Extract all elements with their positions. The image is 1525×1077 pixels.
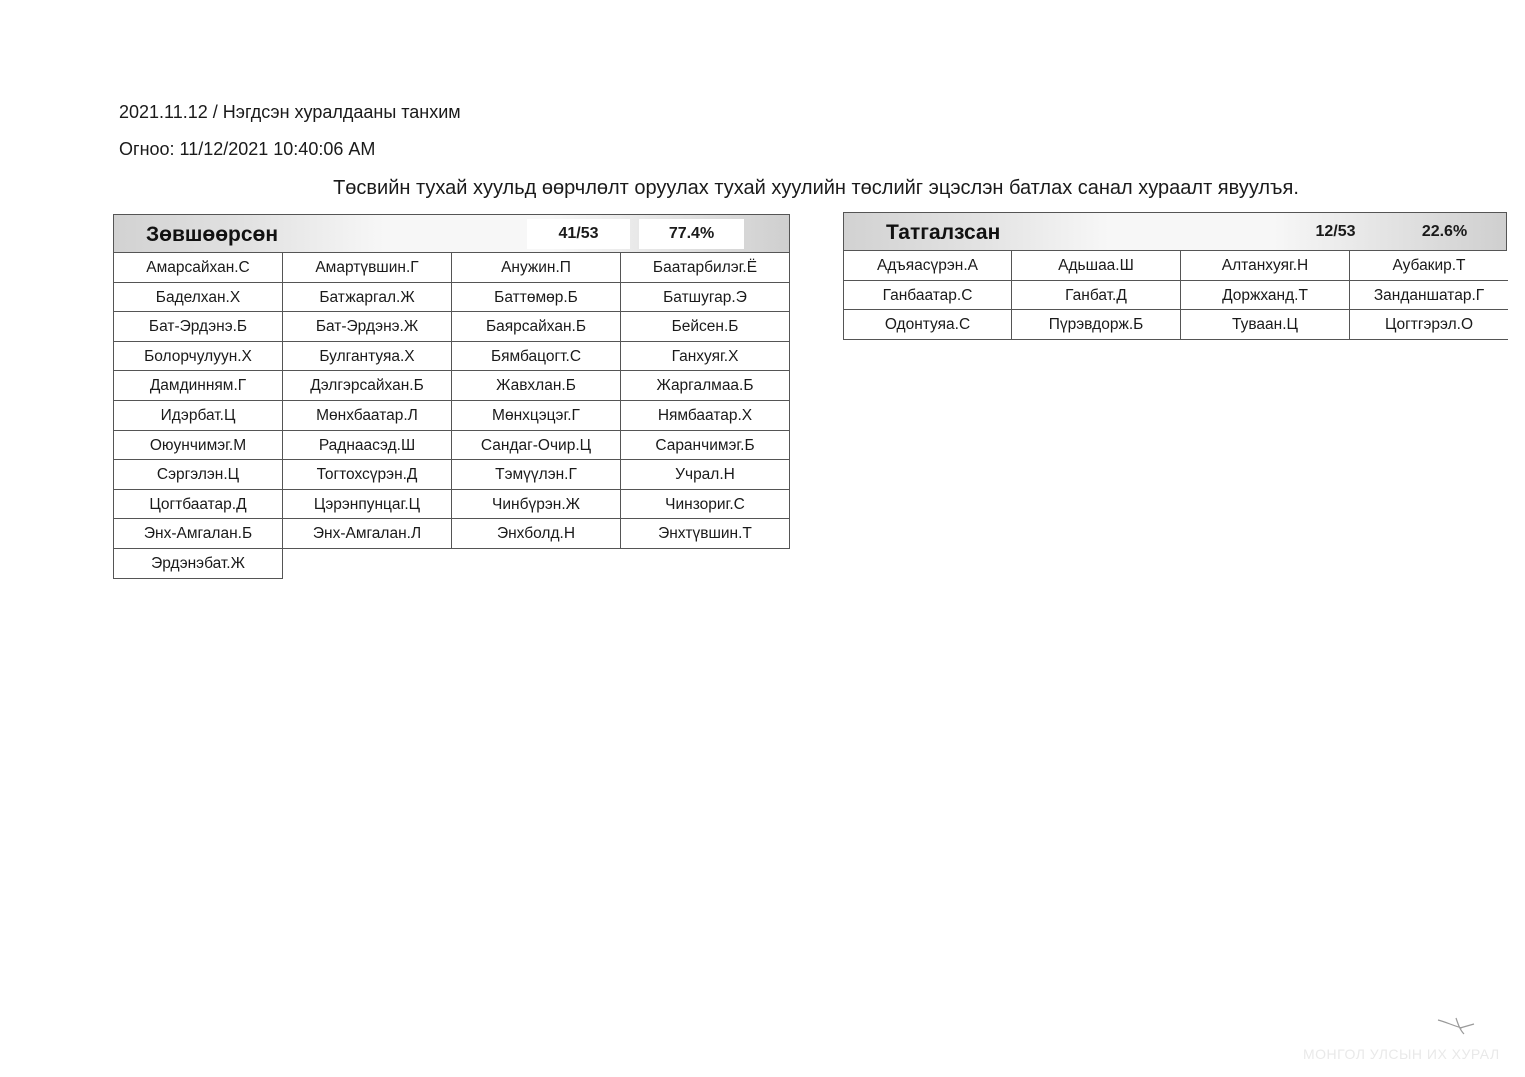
- member-cell: Баделхан.Х: [114, 283, 283, 313]
- member-cell: Болорчулуун.Х: [114, 342, 283, 372]
- member-cell: Занданшатар.Г: [1350, 281, 1508, 311]
- member-cell: Анужин.П: [452, 253, 621, 283]
- member-cell: Дэлгэрсайхан.Б: [283, 371, 452, 401]
- member-cell: Жавхлан.Б: [452, 371, 621, 401]
- member-cell: Мөнхбаатар.Л: [283, 401, 452, 431]
- approved-members-grid: [113, 253, 790, 579]
- member-cell: Нямбаатар.Х: [621, 401, 790, 431]
- meeting-date-location: 2021.11.12 / Нэгдсэн хуралдааны танхим: [119, 102, 461, 122]
- member-cell: Бямбацогт.С: [452, 342, 621, 372]
- member-cell: Цэрэнпунцаг.Ц: [283, 490, 452, 520]
- member-cell: Тогтохсүрэн.Д: [283, 460, 452, 490]
- member-cell: Адьшаа.Ш: [1012, 251, 1181, 281]
- member-cell: Чинбүрэн.Ж: [452, 490, 621, 520]
- member-cell: Амартүвшин.Г: [283, 253, 452, 283]
- vote-subject: Төсвийн тухай хуульд өөрчлөлт оруулах тухай хуулийн төслийг эцэслэн батлах санал хураалт явуулъя.: [333, 177, 1299, 199]
- rejected-panel: [843, 212, 1507, 340]
- member-cell: Пүрэвдорж.Б: [1012, 310, 1181, 340]
- vote-timestamp: Огноо: 11/12/2021 10:40:06 AM: [119, 139, 376, 159]
- member-cell: Баатарбилэг.Ё: [621, 253, 790, 283]
- member-cell: Батжаргал.Ж: [283, 283, 452, 313]
- member-cell: Баттөмөр.Б: [452, 283, 621, 313]
- member-cell: Жаргалмаа.Б: [621, 371, 790, 401]
- member-cell: Оюунчимэг.М: [114, 431, 283, 461]
- member-cell: Баярсайхан.Б: [452, 312, 621, 342]
- member-cell: Саранчимэг.Б: [621, 431, 790, 461]
- rejected-header: [843, 212, 1507, 251]
- member-cell: Бат-Эрдэнэ.Ж: [283, 312, 452, 342]
- member-cell: Ганхуяг.Х: [621, 342, 790, 372]
- member-cell: Цогтбаатар.Д: [114, 490, 283, 520]
- member-cell: Одонтуяа.С: [844, 310, 1012, 340]
- member-cell: Доржханд.Т: [1181, 281, 1350, 311]
- rejected-percent: 22.6%: [1421, 223, 1468, 240]
- member-cell: Батшугар.Э: [621, 283, 790, 313]
- member-cell: Бейсен.Б: [621, 312, 790, 342]
- rejected-count: 12/53: [1315, 223, 1356, 240]
- member-cell: Аубакир.Т: [1350, 251, 1508, 281]
- watermark-stamp: МОНГОЛ УЛСЫН ИХ ХУРАЛ: [1303, 1046, 1500, 1062]
- member-cell: Сандаг-Очир.Ц: [452, 431, 621, 461]
- member-cell: Чинзориг.С: [621, 490, 790, 520]
- member-cell: Туваан.Ц: [1181, 310, 1350, 340]
- member-cell: Ганбат.Д: [1012, 281, 1181, 311]
- member-cell: Алтанхуяг.Н: [1181, 251, 1350, 281]
- member-cell: Амарсайхан.С: [114, 253, 283, 283]
- handwritten-signature-icon: [1436, 1016, 1476, 1036]
- approved-count: 41/53: [527, 219, 630, 249]
- member-cell: Тэмүүлэн.Г: [452, 460, 621, 490]
- approved-title: Зөвшөөрсөн: [146, 223, 279, 246]
- member-cell: Эрдэнэбат.Ж: [114, 549, 283, 579]
- member-cell: Идэрбат.Ц: [114, 401, 283, 431]
- approved-header: [113, 214, 790, 253]
- member-cell: Мөнхцэцэг.Г: [452, 401, 621, 431]
- approved-panel: [113, 214, 790, 579]
- member-cell: Раднаасэд.Ш: [283, 431, 452, 461]
- rejected-title: Татгалзсан: [886, 221, 1001, 244]
- member-cell: Адъяасүрэн.А: [844, 251, 1012, 281]
- member-cell: Энх-Амгалан.Б: [114, 519, 283, 549]
- member-cell: Энх-Амгалан.Л: [283, 519, 452, 549]
- rejected-members-grid: [843, 251, 1507, 340]
- member-cell: Дамдинням.Г: [114, 371, 283, 401]
- member-cell: Булгантуяа.Х: [283, 342, 452, 372]
- member-cell: Энхболд.Н: [452, 519, 621, 549]
- approved-percent: 77.4%: [639, 219, 744, 249]
- member-cell: Ганбаатар.С: [844, 281, 1012, 311]
- member-cell: Сэргэлэн.Ц: [114, 460, 283, 490]
- member-cell: Энхтүвшин.Т: [621, 519, 790, 549]
- member-cell: Учрал.Н: [621, 460, 790, 490]
- member-cell: Бат-Эрдэнэ.Б: [114, 312, 283, 342]
- member-cell: Цогтгэрэл.О: [1350, 310, 1508, 340]
